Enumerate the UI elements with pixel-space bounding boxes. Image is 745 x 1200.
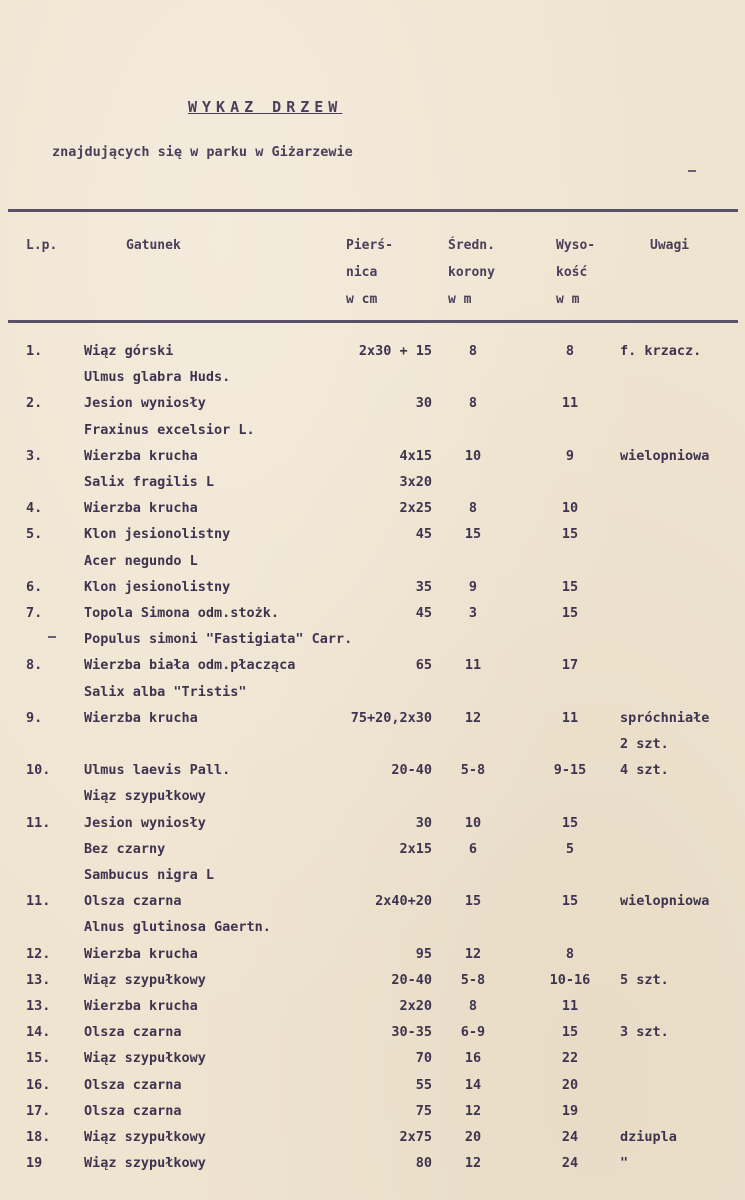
height-m: 15 <box>561 605 579 621</box>
table-row <box>0 548 745 574</box>
remarks: 3 szt. <box>620 1024 669 1040</box>
remarks: " <box>620 1155 629 1171</box>
crown-diameter-m: 10 <box>464 815 482 831</box>
girth-cm: 2x30 + 15 <box>358 343 432 359</box>
crown-diameter-m: 12 <box>464 1103 482 1119</box>
table-row <box>0 443 745 469</box>
table-row <box>0 521 745 547</box>
girth-cm: 4x15 <box>399 448 432 464</box>
species-name: Wiąz szypułkowy <box>84 1129 206 1145</box>
row-number: 16. <box>26 1077 51 1093</box>
header-wysokosc: Wyso- kość w m <box>556 238 596 307</box>
row-number: 1. <box>26 343 43 359</box>
table-top-rule <box>8 209 738 212</box>
crown-diameter-m: 11 <box>464 657 482 673</box>
girth-cm: 45 <box>415 605 432 621</box>
row-number: 17. <box>26 1103 51 1119</box>
table-row <box>0 967 745 993</box>
row-number: 19 <box>26 1155 43 1171</box>
table-row <box>0 390 745 416</box>
height-m: 15 <box>561 1024 579 1040</box>
crown-diameter-m: 15 <box>464 526 482 542</box>
table-row <box>0 1019 745 1045</box>
species-name: Wierzba krucha <box>84 448 198 464</box>
species-name: Olsza czarna <box>84 1103 182 1119</box>
crown-diameter-m: 10 <box>464 448 482 464</box>
height-m: 10-16 <box>549 972 591 988</box>
crown-diameter-m: 12 <box>464 946 482 962</box>
header-uwagi: Uwagi <box>650 238 690 253</box>
remarks: 5 szt. <box>620 972 669 988</box>
crown-diameter-m: 12 <box>464 710 482 726</box>
height-m: 24 <box>561 1129 579 1145</box>
species-name: Wiąz szypułkowy <box>84 1050 206 1066</box>
document-subtitle: znajdujących się w parku w Giżarzewie <box>52 144 353 160</box>
crown-diameter-m: 3 <box>468 605 478 621</box>
height-m: 22 <box>561 1050 579 1066</box>
girth-cm: 75+20,2x30 <box>350 710 432 726</box>
row-number: 18. <box>26 1129 51 1145</box>
species-name: Bez czarny <box>84 841 166 857</box>
species-name: Wiąz szypułkowy <box>84 788 206 804</box>
header-gatunek: Gatunek <box>126 238 181 253</box>
height-m: 20 <box>561 1077 579 1093</box>
table-row <box>0 731 745 757</box>
girth-cm: 30 <box>415 395 432 411</box>
table-row <box>0 626 745 652</box>
species-name: Wiąz szypułkowy <box>84 1155 206 1171</box>
table-row <box>0 810 745 836</box>
row-number: 13. <box>26 998 51 1014</box>
table-row <box>0 783 745 809</box>
species-name: Olsza czarna <box>84 893 182 909</box>
table-row <box>0 705 745 731</box>
girth-cm: 65 <box>415 657 432 673</box>
crown-diameter-m: 6 <box>468 841 478 857</box>
crown-diameter-m: 16 <box>464 1050 482 1066</box>
species-name: Salix alba "Tristis" <box>84 684 247 700</box>
girth-cm: 3x20 <box>399 474 432 490</box>
girth-cm: 20-40 <box>391 972 432 988</box>
crown-diameter-m: 9 <box>468 579 478 595</box>
row-number: 8. <box>26 657 43 673</box>
height-m: 5 <box>565 841 575 857</box>
row-number: 4. <box>26 500 43 516</box>
species-name: Olsza czarna <box>84 1024 182 1040</box>
row-number: 10. <box>26 762 51 778</box>
species-name: Populus simoni "Fastigiata" Carr. <box>84 631 353 647</box>
table-row <box>0 941 745 967</box>
height-m: 17 <box>561 657 579 673</box>
table-row <box>0 993 745 1019</box>
species-name: Wierzba krucha <box>84 710 198 726</box>
row-number: 2. <box>26 395 43 411</box>
species-name: Klon jesionolistny <box>84 579 231 595</box>
girth-cm: 45 <box>415 526 432 542</box>
row-number: 14. <box>26 1024 51 1040</box>
table-row <box>0 1072 745 1098</box>
remarks: 2 szt. <box>620 736 669 752</box>
remarks: spróchniałe <box>620 710 710 726</box>
remarks: dziupla <box>620 1129 677 1145</box>
remarks: 4 szt. <box>620 762 669 778</box>
girth-cm: 2x40+20 <box>375 893 432 909</box>
table-row <box>0 914 745 940</box>
height-m: 8 <box>565 343 575 359</box>
height-m: 19 <box>561 1103 579 1119</box>
species-name: Wierzba biała odm.płacząca <box>84 657 296 673</box>
species-name: Alnus glutinosa Gaertn. <box>84 919 271 935</box>
height-m: 15 <box>561 815 579 831</box>
height-m: 15 <box>561 579 579 595</box>
remarks: wielopniowa <box>620 893 710 909</box>
species-name: Ulmus laevis Pall. <box>84 762 231 778</box>
girth-cm: 30 <box>415 815 432 831</box>
table-row <box>0 679 745 705</box>
species-name: Wiąz szypułkowy <box>84 972 206 988</box>
species-name: Sambucus nigra L <box>84 867 215 883</box>
crown-diameter-m: 12 <box>464 1155 482 1171</box>
row-number: 13. <box>26 972 51 988</box>
crown-diameter-m: 20 <box>464 1129 482 1145</box>
header-korona: Średn. korony w m <box>448 238 495 307</box>
row-number: 9. <box>26 710 43 726</box>
girth-cm: 35 <box>415 579 432 595</box>
table-row <box>0 469 745 495</box>
species-name: Olsza czarna <box>84 1077 182 1093</box>
table-row <box>0 417 745 443</box>
height-m: 11 <box>561 710 579 726</box>
row-number: 11. <box>26 815 51 831</box>
girth-cm: 20-40 <box>391 762 432 778</box>
girth-cm: 70 <box>415 1050 432 1066</box>
girth-cm: 2x20 <box>399 998 432 1014</box>
girth-cm: 75 <box>415 1103 432 1119</box>
height-m: 15 <box>561 526 579 542</box>
table-row <box>0 757 745 783</box>
species-name: Acer negundo L <box>84 553 198 569</box>
crown-diameter-m: 6-9 <box>460 1024 486 1040</box>
remarks: f. krzacz. <box>620 343 702 359</box>
table-row <box>0 600 745 626</box>
girth-cm: 2x15 <box>399 841 432 857</box>
species-name: Ulmus glabra Huds. <box>84 369 231 385</box>
row-number: 5. <box>26 526 43 542</box>
document-title: WYKAZ DRZEW <box>188 98 343 116</box>
table-row <box>0 862 745 888</box>
height-m: 9-15 <box>553 762 587 778</box>
crown-diameter-m: 5-8 <box>460 762 486 778</box>
table-row <box>0 1124 745 1150</box>
height-m: 11 <box>561 998 579 1014</box>
girth-cm: 30-35 <box>391 1024 432 1040</box>
species-name: Klon jesionolistny <box>84 526 231 542</box>
table-row <box>0 1150 745 1176</box>
girth-cm: 55 <box>415 1077 432 1093</box>
row-number: 15. <box>26 1050 51 1066</box>
species-name: Jesion wyniosły <box>84 815 206 831</box>
height-m: 9 <box>565 448 575 464</box>
crown-diameter-m: 5-8 <box>460 972 486 988</box>
row-number: 11. <box>26 893 51 909</box>
table-row <box>0 574 745 600</box>
girth-cm: 2x75 <box>399 1129 432 1145</box>
height-m: 11 <box>561 395 579 411</box>
table-row <box>0 888 745 914</box>
table-row <box>0 364 745 390</box>
table-row <box>0 652 745 678</box>
crown-diameter-m: 15 <box>464 893 482 909</box>
species-name: Wierzba krucha <box>84 500 198 516</box>
species-name: Wierzba krucha <box>84 946 198 962</box>
crown-diameter-m: 8 <box>468 998 478 1014</box>
girth-cm: 80 <box>415 1155 432 1171</box>
remarks: wielopniowa <box>620 448 710 464</box>
margin-mark <box>688 170 696 172</box>
height-m: 8 <box>565 946 575 962</box>
header-obwod: Pierś- nica w cm <box>346 238 393 307</box>
height-m: 15 <box>561 893 579 909</box>
species-name: Wierzba krucha <box>84 998 198 1014</box>
table-row <box>0 1045 745 1071</box>
crown-diameter-m: 8 <box>468 500 478 516</box>
species-name: Fraxinus excelsior L. <box>84 422 255 438</box>
crown-diameter-m: 8 <box>468 395 478 411</box>
row-number: 3. <box>26 448 43 464</box>
height-m: 10 <box>561 500 579 516</box>
species-name: Jesion wyniosły <box>84 395 206 411</box>
row-number: 6. <box>26 579 43 595</box>
crown-diameter-m: 14 <box>464 1077 482 1093</box>
species-name: Topola Simona odm.stożk. <box>84 605 280 621</box>
header-lp: L.p. <box>26 238 58 253</box>
table-row <box>0 836 745 862</box>
table-row <box>0 338 745 364</box>
girth-cm: 95 <box>415 946 432 962</box>
girth-cm: 2x25 <box>399 500 432 516</box>
row-number: 12. <box>26 946 51 962</box>
crown-diameter-m: 8 <box>468 343 478 359</box>
table-row <box>0 1098 745 1124</box>
species-name: Wiąz górski <box>84 343 174 359</box>
table-row <box>0 495 745 521</box>
species-name: Salix fragilis L <box>84 474 215 490</box>
row-number: 7. <box>26 605 43 621</box>
height-m: 24 <box>561 1155 579 1171</box>
table-header-rule <box>8 320 738 323</box>
